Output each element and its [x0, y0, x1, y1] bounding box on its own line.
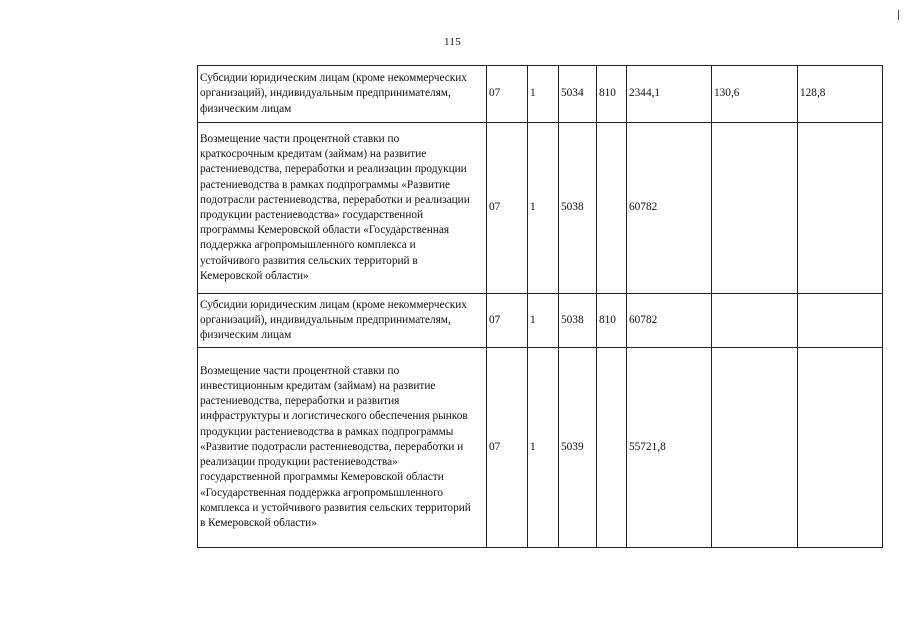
subsection-code: 1: [528, 348, 559, 548]
expense-type-code: 810: [597, 66, 627, 123]
program-code: 5039: [559, 348, 597, 548]
subsection-code: 1: [528, 294, 559, 348]
expense-type-code: [597, 348, 627, 548]
table-row: [198, 348, 883, 548]
row-description: Возмещение части процентной ставки по краткосрочным кредитам (займам) на развитие растениеводства, переработки и реализации продукции растениеводства в рамках подпрограммы «Развитие подотрасли растениеводства, переработки и реализации продукции растениеводства» государственной программы Кемеровской области «Государственная поддержка агропромышленного комплекса и устойчивого развития сельских территорий в Кемеровской области»: [198, 123, 487, 294]
expense-type-code: [597, 123, 627, 294]
program-code: 5038: [559, 123, 597, 294]
amount-year-2: [712, 123, 798, 294]
program-code: 5038: [559, 294, 597, 348]
table-row: [198, 66, 883, 123]
amount-year-3: 128,8: [798, 66, 883, 123]
subsection-code: 1: [528, 123, 559, 294]
row-description: Субсидии юридическим лицам (кроме некоммерческих организаций), индивидуальным предпринимателям, физическим лицам: [198, 294, 487, 348]
amount-year-1: 60782: [627, 123, 712, 294]
amount-year-1: 2344,1: [627, 66, 712, 123]
amount-year-1: 60782: [627, 294, 712, 348]
table-row: [198, 294, 883, 348]
section-code: 07: [487, 294, 528, 348]
expense-type-code: 810: [597, 294, 627, 348]
subsection-code: 1: [528, 66, 559, 123]
amount-year-1: 55721,8: [627, 348, 712, 548]
row-description: Субсидии юридическим лицам (кроме некоммерческих организаций), индивидуальным предпринимателям, физическим лицам: [198, 66, 487, 123]
amount-year-3: [798, 294, 883, 348]
program-code: 5034: [559, 66, 597, 123]
table-row: [198, 123, 883, 294]
budget-table: [197, 65, 883, 548]
page-number: 115: [444, 36, 461, 48]
amount-year-2: [712, 294, 798, 348]
scan-edge-mark: [898, 10, 899, 20]
section-code: 07: [487, 348, 528, 548]
amount-year-2: 130,6: [712, 66, 798, 123]
amount-year-3: [798, 123, 883, 294]
section-code: 07: [487, 66, 528, 123]
section-code: 07: [487, 123, 528, 294]
row-description: Возмещение части процентной ставки по инвестиционным кредитам (займам) на развитие растениеводства, переработки и развития инфраструктуры и логистического обеспечения рынков продукции растениеводства в рамках подпрограммы «Развитие подотрасли растениеводства, переработки и реализации продукции растениеводства» государственной программы Кемеровской области «Государственная поддержка агропромышленного комплекса и устойчивого развития сельских территорий в Кемеровской области»: [198, 348, 487, 548]
amount-year-3: [798, 348, 883, 548]
amount-year-2: [712, 348, 798, 548]
